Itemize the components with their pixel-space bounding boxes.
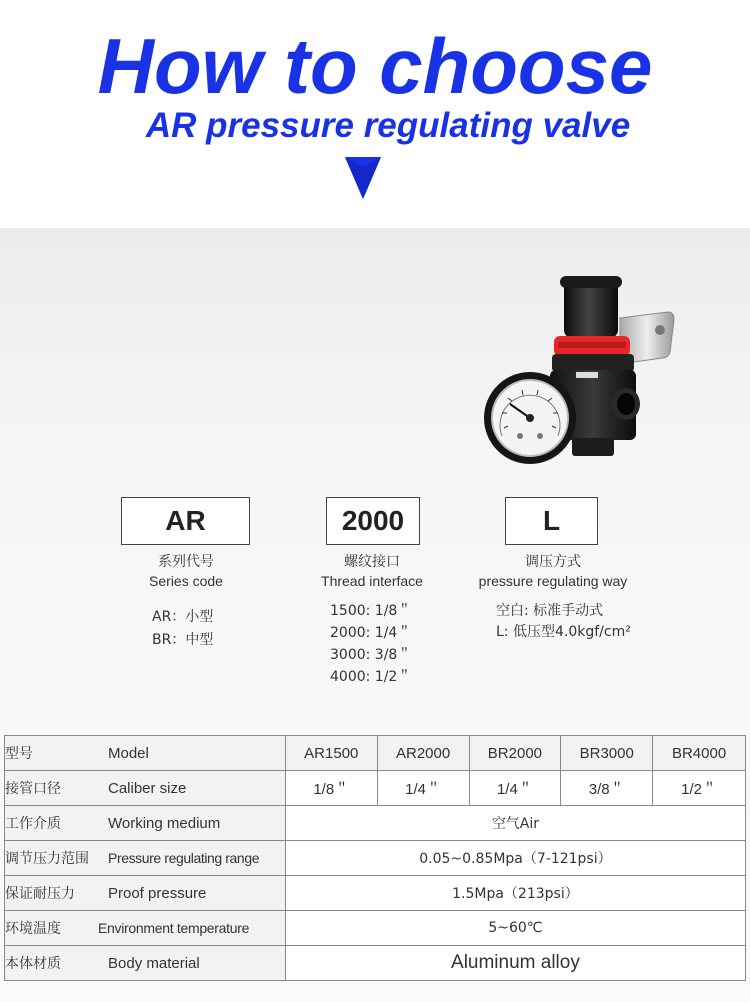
param-cell (5, 841, 286, 876)
down-arrow-icon (343, 155, 383, 201)
series-code-label-cn: 系列代号 (158, 554, 214, 570)
param-en: Model (108, 745, 149, 762)
param-en: Pressure regulating range (108, 850, 260, 866)
value-cell: 1.5Mpa（213psi） (285, 876, 745, 911)
regulating-label-cn: 调压方式 (525, 554, 581, 570)
model-cell: AR2000 (377, 736, 469, 771)
param-en: Body material (108, 955, 200, 972)
param-cn: 环境温度 (5, 921, 61, 937)
param-cell (5, 946, 286, 981)
table-row (5, 841, 746, 876)
caliber-cell: 1/4＂ (377, 771, 469, 806)
param-cell (5, 771, 286, 806)
thread-option: 2000: 1/4＂ (330, 625, 412, 641)
header (0, 0, 750, 228)
table-row-model (5, 736, 746, 771)
table-row-caliber (5, 771, 746, 806)
caliber-cell: 1/8＂ (285, 771, 377, 806)
param-en: Working medium (108, 815, 221, 832)
param-cn: 本体材质 (5, 956, 61, 972)
param-cn: 型号 (5, 746, 33, 762)
regulating-option: L: 低压型4.0kgf/cm² (496, 624, 631, 640)
table-row (5, 911, 746, 946)
param-cell (5, 911, 286, 946)
value-cell: Aluminum alloy (285, 946, 745, 981)
param-cn: 工作介质 (5, 816, 61, 832)
caliber-cell: 1/2＂ (653, 771, 746, 806)
regulating-code-box: L (505, 497, 598, 545)
model-cell: BR2000 (469, 736, 561, 771)
page-title: How to choose (97, 22, 653, 110)
param-cell (5, 876, 286, 911)
thread-label-en: Thread interface (321, 573, 423, 589)
param-cn: 调节压力范围 (5, 851, 89, 867)
caliber-cell: 1/4＂ (469, 771, 561, 806)
param-en: Environment temperature (98, 920, 250, 936)
model-cell: AR1500 (285, 736, 377, 771)
model-cell: BR3000 (561, 736, 653, 771)
thread-label-cn: 螺纹接口 (344, 554, 400, 570)
param-en: Proof pressure (108, 885, 207, 902)
series-code-box: AR (121, 497, 250, 545)
thread-option: 3000: 3/8＂ (330, 647, 412, 663)
param-en: Caliber size (108, 780, 187, 797)
param-cell (5, 736, 286, 771)
thread-option: 4000: 1/2＂ (330, 669, 412, 685)
value-cell: 0.05~0.85Mpa（7-121psi） (285, 841, 745, 876)
table-row (5, 806, 746, 841)
param-cell (5, 806, 286, 841)
param-cn: 保证耐压力 (5, 886, 75, 902)
series-code-label-en: Series code (149, 573, 223, 589)
table-row (5, 876, 746, 911)
page-subtitle: AR pressure regulating valve (145, 106, 631, 145)
caliber-cell: 3/8＂ (561, 771, 653, 806)
value-cell: 空气Air (285, 806, 745, 841)
thread-code-box: 2000 (326, 497, 420, 545)
model-cell: BR4000 (653, 736, 746, 771)
thread-option: 1500: 1/8＂ (330, 603, 412, 619)
regulator-valve-image (480, 268, 690, 478)
spec-table (4, 735, 746, 981)
table-row (5, 946, 746, 981)
regulating-option: 空白: 标准手动式 (496, 603, 604, 619)
series-option: BR：中型 (152, 632, 214, 648)
regulating-label-en: pressure regulating way (478, 573, 628, 589)
param-cn: 接管口径 (5, 781, 61, 797)
value-cell: 5~60℃ (285, 911, 745, 946)
series-option: AR：小型 (152, 609, 214, 625)
